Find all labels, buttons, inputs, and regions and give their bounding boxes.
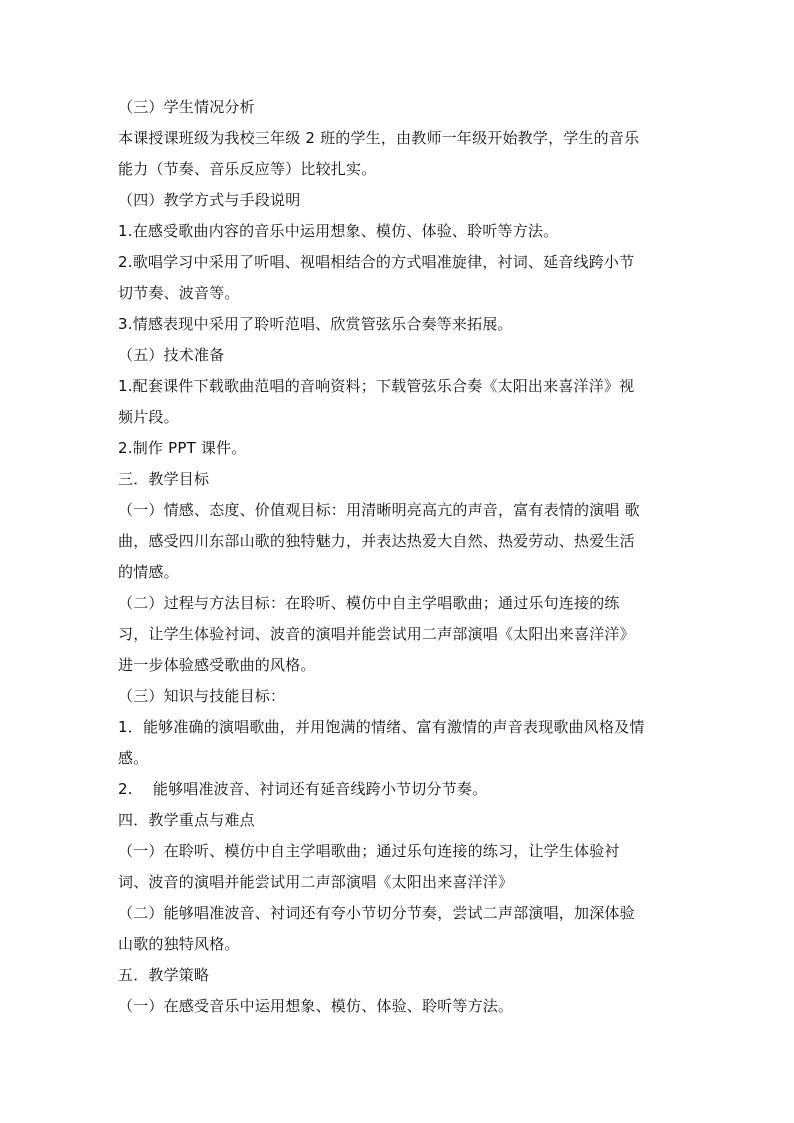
chapter-heading-teaching-goals: 三．教学目标 [118,470,210,488]
paragraph-line: 曲，感受四川东部山歌的独特魅力，并表达热爱大自然、热爱劳动、热爱生活 [118,532,635,550]
document-body [118,92,678,1022]
section-heading-knowledge-skills: （三）知识与技能目标： [118,687,286,705]
paragraph-line: 习，让学生体验衬词、波音的演唱并能尝试用二声部演唱《太阳出来喜洋洋》 [118,625,635,643]
list-item: 1.配套课件下载歌曲范唱的音响资料；下载管弦乐合奏《太阳出来喜洋洋》视 [118,377,635,395]
section-heading-student-analysis: （三）学生情况分析 [118,98,255,116]
list-item-continuation: 频片段。 [118,408,179,426]
paragraph-line: （一）情感、态度、价值观目标：用清晰明亮高亢的声音，富有表情的演唱 歌 [118,501,640,519]
paragraph-line: （一）在聆听、模仿中自主学唱歌曲；通过乐句连接的练习，让学生体验衬 [118,842,620,860]
paragraph-line: 山歌的独特风格。 [118,935,240,953]
list-item: 1.在感受歌曲内容的音乐中运用想象、模仿、体验、聆听等方法。 [118,222,559,240]
section-heading-technical-preparation: （五）技术准备 [118,346,225,364]
paragraph-line: 本课授课班级为我校三年级 2 班的学生，由教师一年级开始教学，学生的音乐 [118,129,640,147]
paragraph-line: （二）能够唱准波音、衬词还有夸小节切分节奏，尝试二声部演唱，加深体验 [118,904,635,922]
paragraph-line: 进一步体验感受歌曲的风格。 [118,656,316,674]
chapter-heading-teaching-strategy: 五．教学策略 [118,966,210,984]
list-item: 1．能够准确的演唱歌曲，并用饱满的情绪、富有激情的声音表现歌曲风格及情 [118,718,645,736]
paragraph-line: （二）过程与方法目标：在聆听、模仿中自主学唱歌曲；通过乐句连接的练 [118,594,620,612]
section-heading-teaching-methods: （四）教学方式与手段说明 [118,191,301,209]
list-item: 2.制作 PPT 课件。 [118,439,247,457]
list-item-continuation: 切节奏、波音等。 [118,284,240,302]
paragraph-line: （一）在感受音乐中运用想象、模仿、体验、聆听等方法。 [118,997,514,1015]
list-item: 3.情感表现中采用了聆听范唱、欣赏管弦乐合奏等来拓展。 [118,315,513,333]
list-item-continuation: 感。 [118,749,149,767]
list-item: 2. 能够唱准波音、衬词还有延音线跨小节切分节奏。 [118,780,488,798]
list-item: 2.歌唱学习中采用了听唱、视唱相结合的方式唱准旋律，衬词、延音线跨小节 [118,253,635,271]
paragraph-line: 词、波音的演唱并能尝试用二声部演唱《太阳出来喜洋洋》 [118,873,514,891]
paragraph-line: 能力（节奏、音乐反应等）比较扎实。 [118,160,377,178]
paragraph-line: 的情感。 [118,563,179,581]
chapter-heading-key-points: 四．教学重点与难点 [118,811,255,829]
